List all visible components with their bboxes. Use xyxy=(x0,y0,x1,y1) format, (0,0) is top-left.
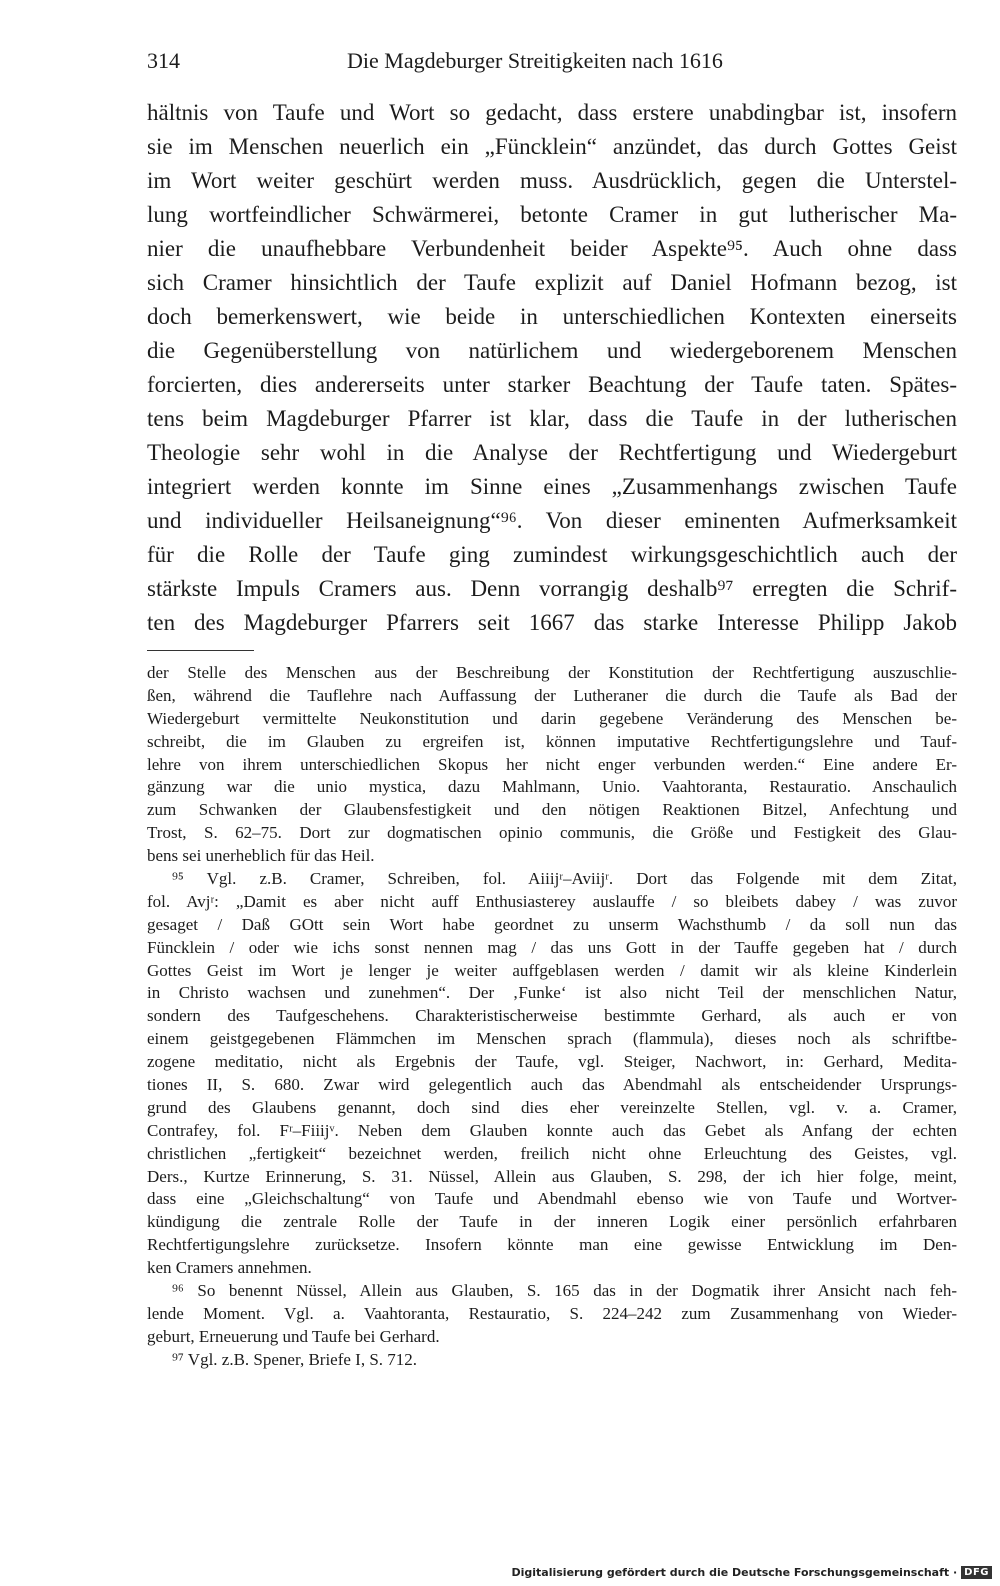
body-line: integriert werden konnte im Sinne eines „Zusammenhangs zwischen Taufe xyxy=(147,474,957,499)
footnote-line: lende Moment. Vgl. a. Vaahtoranta, Restauratio, S. 224–242 zum Zusammenhang von Wieder- xyxy=(147,1303,957,1323)
running-title: Die Magdeburger Streitigkeiten nach 1616 xyxy=(347,48,723,73)
dfg-logo: DFG xyxy=(961,1566,992,1579)
page-number: 314 xyxy=(147,48,180,73)
footnote-96-start: ⁹⁶ So benennt Nüssel, Allein aus Glauben, S. 165 das in der Dogmatik ihrer Ansicht nach feh- xyxy=(172,1281,957,1301)
body-line: sie im Menschen neuerlich ein „Füncklein“ anzündet, das durch Gottes Geist xyxy=(147,134,957,159)
body-line: die Gegenüberstellung von natürlichem und wiedergeborenem Menschen xyxy=(147,338,957,363)
body-line: tens beim Magdeburger Pfarrer ist klar, dass die Taufe in der lutherischen xyxy=(147,406,957,431)
footnote-95-start: ⁹⁵ Vgl. z.B. Cramer, Schreiben, fol. Aiiijʳ–Aviijʳ. Dort das Folgende mit dem Zitat, xyxy=(172,869,957,889)
main-text xyxy=(147,96,957,640)
footnote-line: der Stelle des Menschen aus der Beschreibung der Konstitution der Rechtfertigung auszuschlie- xyxy=(147,663,957,682)
footnote-line: in Christo wachsen und zunehmen“. Der ‚Funke‘ ist also nicht Teil der menschlichen Natur, xyxy=(147,983,957,1003)
footnote-line: zogene meditatio, nicht als Ergebnis der Taufe, vgl. Steiger, Nachwort, in: Gerhard, Medita- xyxy=(147,1052,957,1072)
footnote-line: Contrafey, fol. Fʳ–Fiiijᵛ. Neben dem Glauben konnte auch das Gebet als Anfang der echten xyxy=(147,1120,957,1140)
body-line: doch bemerkenswert, wie beide in unterschiedlichen Kontexten einerseits xyxy=(147,304,957,329)
body-line: ten des Magdeburger Pfarrers seit 1667 das starke Interesse Philipp Jakob xyxy=(147,610,957,635)
body-line: lung wortfeindlicher Schwärmerei, betonte Cramer in gut lutherischer Ma- xyxy=(147,202,957,227)
footnote-line: zum Schwanken der Glaubensfestigkeit und den nötigen Reaktionen Bitzel, Anfechtung und xyxy=(147,800,957,820)
footnote-line: dass eine „Gleichschaltung“ von Taufe und Abendmahl ebenso wie von Taufe und Wortver- xyxy=(147,1189,957,1209)
digitization-credit xyxy=(511,1562,992,1582)
footnotes xyxy=(147,662,957,1372)
footnote-line: ßen, während die Tauflehre nach Auffassung der Lutheraner die durch die Taufe als Bad der xyxy=(147,685,957,705)
body-line: stärkste Impuls Cramers aus. Denn vorrangig deshalb⁹⁷ erregten die Schrif- xyxy=(147,576,957,601)
footnote-line: sondern des Taufgeschehens. Charakteristischerweise bestimmte Gerhard, als auch er von xyxy=(147,1006,957,1026)
footnote-line: fol. Avjʳ: „Damit es aber nicht auff Enthusiasterey auslauffe / so bleibets dabey / was zuvor xyxy=(147,891,957,911)
footnote-line: kündigung die zentrale Rolle der Taufe in der inneren Logik einer persönlich erfahrbaren xyxy=(147,1212,957,1232)
footnote-line: Wiedergeburt vermittelte Neukonstitution und darin gegebene Veränderung des Menschen be- xyxy=(147,708,957,728)
page-header xyxy=(147,48,757,82)
footnote-line: tiones II, S. 680. Zwar wird gelegentlich auch das Abendmahl als entscheidender Ursprungs- xyxy=(147,1075,957,1095)
footnote-line: lehre von ihrem unterschiedlichen Skopus her nicht enger verbunden werden.“ Eine andere Er- xyxy=(147,754,957,774)
footnote-line: ken Cramers annehmen. xyxy=(147,1258,312,1278)
footnote-line: Gottes Geist im Wort je lenger je weiter auffgeblasen werden / damit wir als kleine Kinderlein xyxy=(147,960,957,980)
footnote-line: Füncklein / oder wie ichs sonst nennen mag / das uns Gott in der Tauffe gegeben hat / durch xyxy=(147,937,957,957)
body-line: forcierten, dies andererseits unter starker Beachtung der Taufe taten. Spätes- xyxy=(147,372,957,397)
footnote-line: grund des Glaubens genannt, doch sind dies eher vereinzelte Stellen, vgl. v. a. Cramer, xyxy=(147,1097,957,1117)
credit-text: Digitalisierung gefördert durch die Deutsche Forschungsgemeinschaft · xyxy=(511,1565,958,1579)
body-line: und individueller Heilsaneignung“⁹⁶. Von dieser eminenten Aufmerksamkeit xyxy=(147,508,957,533)
body-line: Theologie sehr wohl in die Analyse der Rechtfertigung und Wiedergeburt xyxy=(147,440,957,465)
footnote-line: schreibt, die im Glauben zu ergreifen ist, können imputative Rechtfertigungslehre und Tauf- xyxy=(147,731,957,751)
footnote-separator xyxy=(147,650,254,651)
footnote-line: bens sei unerheblich für das Heil. xyxy=(147,846,375,866)
body-line: sich Cramer hinsichtlich der Taufe explizit auf Daniel Hofmann bezog, ist xyxy=(147,270,957,295)
footnote-97: ⁹⁷ Vgl. z.B. Spener, Briefe I, S. 712. xyxy=(172,1349,418,1369)
footnote-line: Ders., Kurtze Erinnerung, S. 31. Nüssel, Allein aus Glauben, S. 298, der ich hier folge, meint, xyxy=(147,1166,957,1186)
footnote-line: Rechtfertigungslehre zurücksetze. Insofern könnte man eine gewisse Entwicklung im Den- xyxy=(147,1235,957,1255)
footnote-line: christlichen „fertigkeit“ bezeichnet werden, freilich nicht ohne Erleuchtung des Geistes, vgl. xyxy=(147,1143,957,1163)
footnote-line: geburt, Erneuerung und Taufe bei Gerhard. xyxy=(147,1326,440,1346)
footnote-line: einem geistgegebenen Flämmchen im Menschen sprach (flammula), dieses noch als schriftbe- xyxy=(147,1029,957,1049)
body-line: hältnis von Taufe und Wort so gedacht, dass erstere unabdingbar ist, insofern xyxy=(147,100,957,125)
footnote-line: gänzung war die unio mystica, dazu Mahlmann, Unio. Vaahtoranta, Restauratio. Anschaulich xyxy=(147,777,957,797)
body-line: für die Rolle der Taufe ging zumindest wirkungsgeschichtlich auch der xyxy=(147,542,957,567)
body-line: nier die unaufhebbare Verbundenheit beider Aspekte⁹⁵. Auch ohne dass xyxy=(147,236,957,261)
body-line: im Wort weiter geschürt werden muss. Ausdrücklich, gegen die Unterstel- xyxy=(147,168,957,193)
footnote-line: gesaget / Daß GOtt sein Wort habe geordnet zu unserm Wachsthumb / da soll nun das xyxy=(147,914,957,934)
footnote-line: Trost, S. 62–75. Dort zur dogmatischen opinio communis, die Größe und Festigkeit des Glau- xyxy=(147,823,957,843)
